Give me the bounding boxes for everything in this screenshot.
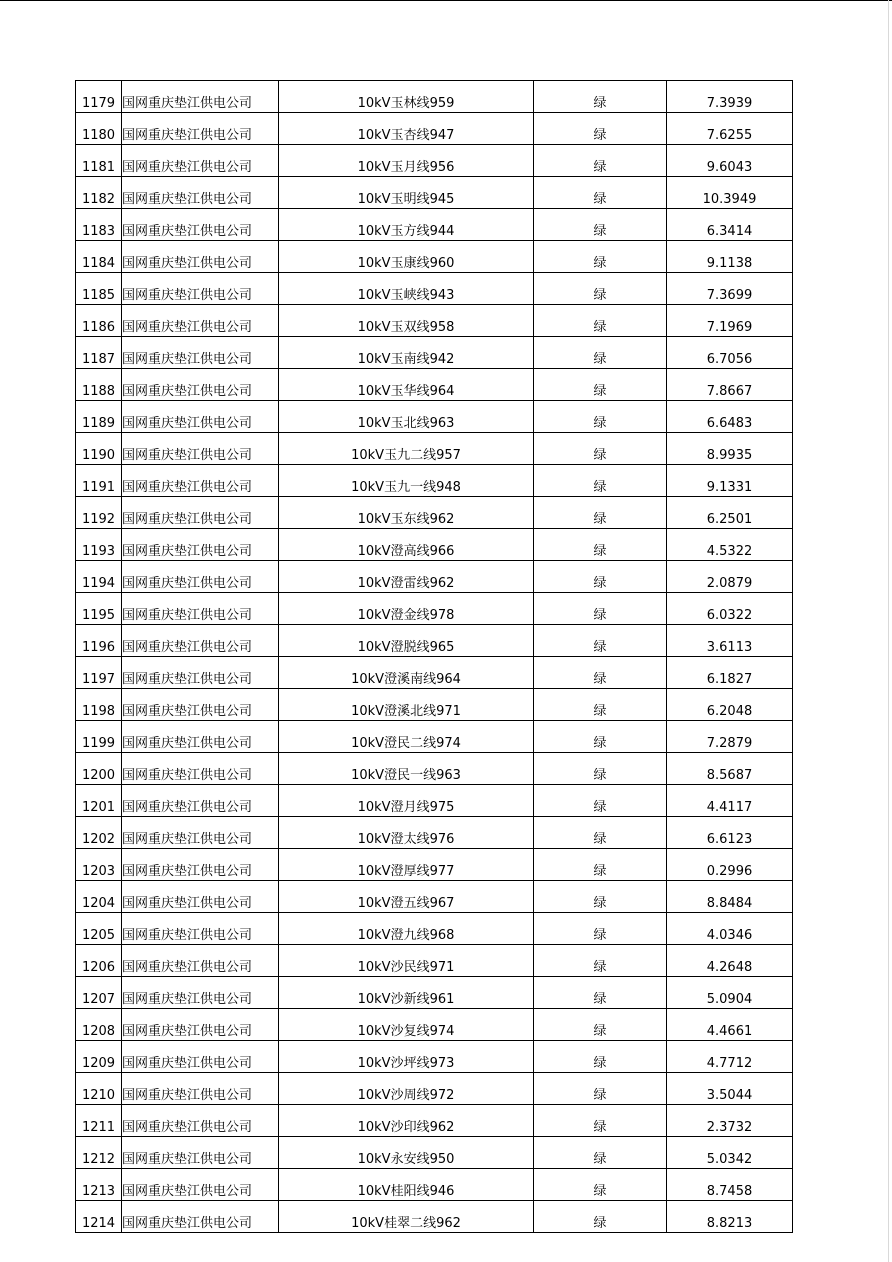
status-color-cell: 绿 — [534, 1041, 667, 1073]
status-color-cell: 绿 — [534, 817, 667, 849]
status-color-cell: 绿 — [534, 945, 667, 977]
value-cell: 9.6043 — [667, 145, 793, 177]
status-color-cell: 绿 — [534, 1201, 667, 1233]
row-number-cell: 1214 — [76, 1201, 122, 1233]
value-cell: 9.1331 — [667, 465, 793, 497]
row-number-cell: 1196 — [76, 625, 122, 657]
row-number-cell: 1179 — [76, 81, 122, 113]
value-cell: 7.8667 — [667, 369, 793, 401]
value-cell: 4.2648 — [667, 945, 793, 977]
row-number-cell: 1189 — [76, 401, 122, 433]
line-name-cell: 10kV玉华线964 — [279, 369, 534, 401]
status-color-cell: 绿 — [534, 881, 667, 913]
value-cell: 6.1827 — [667, 657, 793, 689]
status-color-cell: 绿 — [534, 977, 667, 1009]
company-cell: 国网重庆垫江供电公司 — [122, 625, 279, 657]
company-cell: 国网重庆垫江供电公司 — [122, 753, 279, 785]
row-number-cell: 1206 — [76, 945, 122, 977]
status-color-cell: 绿 — [534, 433, 667, 465]
row-number-cell: 1186 — [76, 305, 122, 337]
value-cell: 6.6483 — [667, 401, 793, 433]
table-row — [76, 1201, 793, 1233]
value-cell: 6.6123 — [667, 817, 793, 849]
table-row — [76, 497, 793, 529]
line-name-cell: 10kV澄九线968 — [279, 913, 534, 945]
row-number-cell: 1205 — [76, 913, 122, 945]
table-row — [76, 945, 793, 977]
line-name-cell: 10kV玉北线963 — [279, 401, 534, 433]
company-cell: 国网重庆垫江供电公司 — [122, 1105, 279, 1137]
table-row — [76, 1009, 793, 1041]
table-row — [76, 273, 793, 305]
status-color-cell: 绿 — [534, 305, 667, 337]
line-name-cell: 10kV沙坪线973 — [279, 1041, 534, 1073]
table-row — [76, 721, 793, 753]
table-row — [76, 145, 793, 177]
table-row — [76, 1169, 793, 1201]
company-cell: 国网重庆垫江供电公司 — [122, 401, 279, 433]
row-number-cell: 1210 — [76, 1073, 122, 1105]
table-row — [76, 113, 793, 145]
line-name-cell: 10kV玉九一线948 — [279, 465, 534, 497]
company-cell: 国网重庆垫江供电公司 — [122, 1073, 279, 1105]
table-row — [76, 81, 793, 113]
table-row — [76, 401, 793, 433]
row-number-cell: 1209 — [76, 1041, 122, 1073]
table-row — [76, 241, 793, 273]
table-row — [76, 817, 793, 849]
company-cell: 国网重庆垫江供电公司 — [122, 945, 279, 977]
value-cell: 6.7056 — [667, 337, 793, 369]
line-name-cell: 10kV玉东线962 — [279, 497, 534, 529]
company-cell: 国网重庆垫江供电公司 — [122, 1201, 279, 1233]
status-color-cell: 绿 — [534, 401, 667, 433]
table-row — [76, 561, 793, 593]
table-row — [76, 913, 793, 945]
value-cell: 7.3699 — [667, 273, 793, 305]
page-top-border — [0, 0, 892, 1]
company-cell: 国网重庆垫江供电公司 — [122, 849, 279, 881]
company-cell: 国网重庆垫江供电公司 — [122, 1041, 279, 1073]
table-row — [76, 849, 793, 881]
row-number-cell: 1181 — [76, 145, 122, 177]
table-row — [76, 369, 793, 401]
row-number-cell: 1211 — [76, 1105, 122, 1137]
status-color-cell: 绿 — [534, 1137, 667, 1169]
table-row — [76, 881, 793, 913]
table-row — [76, 465, 793, 497]
status-color-cell: 绿 — [534, 657, 667, 689]
line-name-cell: 10kV沙印线962 — [279, 1105, 534, 1137]
value-cell: 4.4661 — [667, 1009, 793, 1041]
data-table — [75, 80, 793, 1233]
table-row — [76, 209, 793, 241]
line-name-cell: 10kV澄五线967 — [279, 881, 534, 913]
row-number-cell: 1197 — [76, 657, 122, 689]
table-row — [76, 657, 793, 689]
table-row — [76, 177, 793, 209]
row-number-cell: 1195 — [76, 593, 122, 625]
value-cell: 5.0342 — [667, 1137, 793, 1169]
row-number-cell: 1183 — [76, 209, 122, 241]
status-color-cell: 绿 — [534, 785, 667, 817]
line-name-cell: 10kV玉林线959 — [279, 81, 534, 113]
company-cell: 国网重庆垫江供电公司 — [122, 369, 279, 401]
row-number-cell: 1198 — [76, 689, 122, 721]
value-cell: 7.1969 — [667, 305, 793, 337]
company-cell: 国网重庆垫江供电公司 — [122, 465, 279, 497]
value-cell: 4.7712 — [667, 1041, 793, 1073]
company-cell: 国网重庆垫江供电公司 — [122, 145, 279, 177]
company-cell: 国网重庆垫江供电公司 — [122, 785, 279, 817]
line-name-cell: 10kV沙民线971 — [279, 945, 534, 977]
value-cell: 2.3732 — [667, 1105, 793, 1137]
value-cell: 6.3414 — [667, 209, 793, 241]
value-cell: 4.0346 — [667, 913, 793, 945]
status-color-cell: 绿 — [534, 529, 667, 561]
status-color-cell: 绿 — [534, 1105, 667, 1137]
table-body — [76, 81, 793, 1233]
row-number-cell: 1193 — [76, 529, 122, 561]
row-number-cell: 1187 — [76, 337, 122, 369]
table-row — [76, 1041, 793, 1073]
value-cell: 6.2048 — [667, 689, 793, 721]
line-name-cell: 10kV玉杏线947 — [279, 113, 534, 145]
table-row — [76, 785, 793, 817]
value-cell: 8.8213 — [667, 1201, 793, 1233]
row-number-cell: 1203 — [76, 849, 122, 881]
company-cell: 国网重庆垫江供电公司 — [122, 561, 279, 593]
row-number-cell: 1202 — [76, 817, 122, 849]
status-color-cell: 绿 — [534, 241, 667, 273]
value-cell: 6.2501 — [667, 497, 793, 529]
company-cell: 国网重庆垫江供电公司 — [122, 593, 279, 625]
status-color-cell: 绿 — [534, 1073, 667, 1105]
table-row — [76, 1073, 793, 1105]
company-cell: 国网重庆垫江供电公司 — [122, 241, 279, 273]
row-number-cell: 1192 — [76, 497, 122, 529]
company-cell: 国网重庆垫江供电公司 — [122, 433, 279, 465]
line-name-cell: 10kV澄厚线977 — [279, 849, 534, 881]
table-row — [76, 529, 793, 561]
line-name-cell: 10kV澄脱线965 — [279, 625, 534, 657]
status-color-cell: 绿 — [534, 689, 667, 721]
line-name-cell: 10kV玉方线944 — [279, 209, 534, 241]
table-row — [76, 433, 793, 465]
line-name-cell: 10kV玉九二线957 — [279, 433, 534, 465]
status-color-cell: 绿 — [534, 593, 667, 625]
row-number-cell: 1184 — [76, 241, 122, 273]
status-color-cell: 绿 — [534, 721, 667, 753]
row-number-cell: 1194 — [76, 561, 122, 593]
row-number-cell: 1201 — [76, 785, 122, 817]
value-cell: 3.5044 — [667, 1073, 793, 1105]
company-cell: 国网重庆垫江供电公司 — [122, 497, 279, 529]
row-number-cell: 1207 — [76, 977, 122, 1009]
value-cell: 7.3939 — [667, 81, 793, 113]
status-color-cell: 绿 — [534, 81, 667, 113]
status-color-cell: 绿 — [534, 209, 667, 241]
status-color-cell: 绿 — [534, 849, 667, 881]
line-name-cell: 10kV玉南线942 — [279, 337, 534, 369]
line-name-cell: 10kV澄高线966 — [279, 529, 534, 561]
table-row — [76, 689, 793, 721]
value-cell: 10.3949 — [667, 177, 793, 209]
value-cell: 2.0879 — [667, 561, 793, 593]
status-color-cell: 绿 — [534, 913, 667, 945]
status-color-cell: 绿 — [534, 465, 667, 497]
value-cell: 4.5322 — [667, 529, 793, 561]
line-name-cell: 10kV澄溪北线971 — [279, 689, 534, 721]
table-row — [76, 625, 793, 657]
company-cell: 国网重庆垫江供电公司 — [122, 113, 279, 145]
row-number-cell: 1208 — [76, 1009, 122, 1041]
status-color-cell: 绿 — [534, 625, 667, 657]
row-number-cell: 1182 — [76, 177, 122, 209]
line-name-cell: 10kV玉峡线943 — [279, 273, 534, 305]
company-cell: 国网重庆垫江供电公司 — [122, 977, 279, 1009]
company-cell: 国网重庆垫江供电公司 — [122, 817, 279, 849]
status-color-cell: 绿 — [534, 1169, 667, 1201]
line-name-cell: 10kV桂翠二线962 — [279, 1201, 534, 1233]
line-name-cell: 10kV澄民一线963 — [279, 753, 534, 785]
status-color-cell: 绿 — [534, 497, 667, 529]
line-name-cell: 10kV沙新线961 — [279, 977, 534, 1009]
row-number-cell: 1180 — [76, 113, 122, 145]
row-number-cell: 1204 — [76, 881, 122, 913]
row-number-cell: 1191 — [76, 465, 122, 497]
line-name-cell: 10kV澄金线978 — [279, 593, 534, 625]
status-color-cell: 绿 — [534, 1009, 667, 1041]
company-cell: 国网重庆垫江供电公司 — [122, 81, 279, 113]
status-color-cell: 绿 — [534, 273, 667, 305]
value-cell: 5.0904 — [667, 977, 793, 1009]
status-color-cell: 绿 — [534, 753, 667, 785]
company-cell: 国网重庆垫江供电公司 — [122, 1137, 279, 1169]
table-row — [76, 1137, 793, 1169]
row-number-cell: 1185 — [76, 273, 122, 305]
company-cell: 国网重庆垫江供电公司 — [122, 177, 279, 209]
line-name-cell: 10kV玉明线945 — [279, 177, 534, 209]
status-color-cell: 绿 — [534, 177, 667, 209]
value-cell: 9.1138 — [667, 241, 793, 273]
company-cell: 国网重庆垫江供电公司 — [122, 529, 279, 561]
line-name-cell: 10kV沙周线972 — [279, 1073, 534, 1105]
value-cell: 0.2996 — [667, 849, 793, 881]
row-number-cell: 1190 — [76, 433, 122, 465]
value-cell: 7.2879 — [667, 721, 793, 753]
company-cell: 国网重庆垫江供电公司 — [122, 209, 279, 241]
value-cell: 8.5687 — [667, 753, 793, 785]
value-cell: 8.8484 — [667, 881, 793, 913]
page-right-edge — [888, 0, 889, 1262]
company-cell: 国网重庆垫江供电公司 — [122, 881, 279, 913]
table-row — [76, 305, 793, 337]
company-cell: 国网重庆垫江供电公司 — [122, 657, 279, 689]
status-color-cell: 绿 — [534, 337, 667, 369]
company-cell: 国网重庆垫江供电公司 — [122, 913, 279, 945]
value-cell: 8.9935 — [667, 433, 793, 465]
company-cell: 国网重庆垫江供电公司 — [122, 305, 279, 337]
row-number-cell: 1213 — [76, 1169, 122, 1201]
line-name-cell: 10kV澄民二线974 — [279, 721, 534, 753]
line-name-cell: 10kV澄雷线962 — [279, 561, 534, 593]
value-cell: 4.4117 — [667, 785, 793, 817]
line-name-cell: 10kV永安线950 — [279, 1137, 534, 1169]
company-cell: 国网重庆垫江供电公司 — [122, 273, 279, 305]
company-cell: 国网重庆垫江供电公司 — [122, 1169, 279, 1201]
company-cell: 国网重庆垫江供电公司 — [122, 337, 279, 369]
value-cell: 6.0322 — [667, 593, 793, 625]
row-number-cell: 1200 — [76, 753, 122, 785]
line-name-cell: 10kV玉双线958 — [279, 305, 534, 337]
table-row — [76, 1105, 793, 1137]
table-row — [76, 337, 793, 369]
table-row — [76, 593, 793, 625]
status-color-cell: 绿 — [534, 369, 667, 401]
status-color-cell: 绿 — [534, 113, 667, 145]
line-name-cell: 10kV玉康线960 — [279, 241, 534, 273]
line-name-cell: 10kV澄溪南线964 — [279, 657, 534, 689]
company-cell: 国网重庆垫江供电公司 — [122, 689, 279, 721]
value-cell: 3.6113 — [667, 625, 793, 657]
company-cell: 国网重庆垫江供电公司 — [122, 1009, 279, 1041]
row-number-cell: 1212 — [76, 1137, 122, 1169]
row-number-cell: 1199 — [76, 721, 122, 753]
status-color-cell: 绿 — [534, 561, 667, 593]
line-name-cell: 10kV玉月线956 — [279, 145, 534, 177]
line-name-cell: 10kV桂阳线946 — [279, 1169, 534, 1201]
value-cell: 8.7458 — [667, 1169, 793, 1201]
row-number-cell: 1188 — [76, 369, 122, 401]
line-name-cell: 10kV澄月线975 — [279, 785, 534, 817]
table-row — [76, 977, 793, 1009]
status-color-cell: 绿 — [534, 145, 667, 177]
company-cell: 国网重庆垫江供电公司 — [122, 721, 279, 753]
table-row — [76, 753, 793, 785]
line-name-cell: 10kV澄太线976 — [279, 817, 534, 849]
value-cell: 7.6255 — [667, 113, 793, 145]
line-name-cell: 10kV沙复线974 — [279, 1009, 534, 1041]
